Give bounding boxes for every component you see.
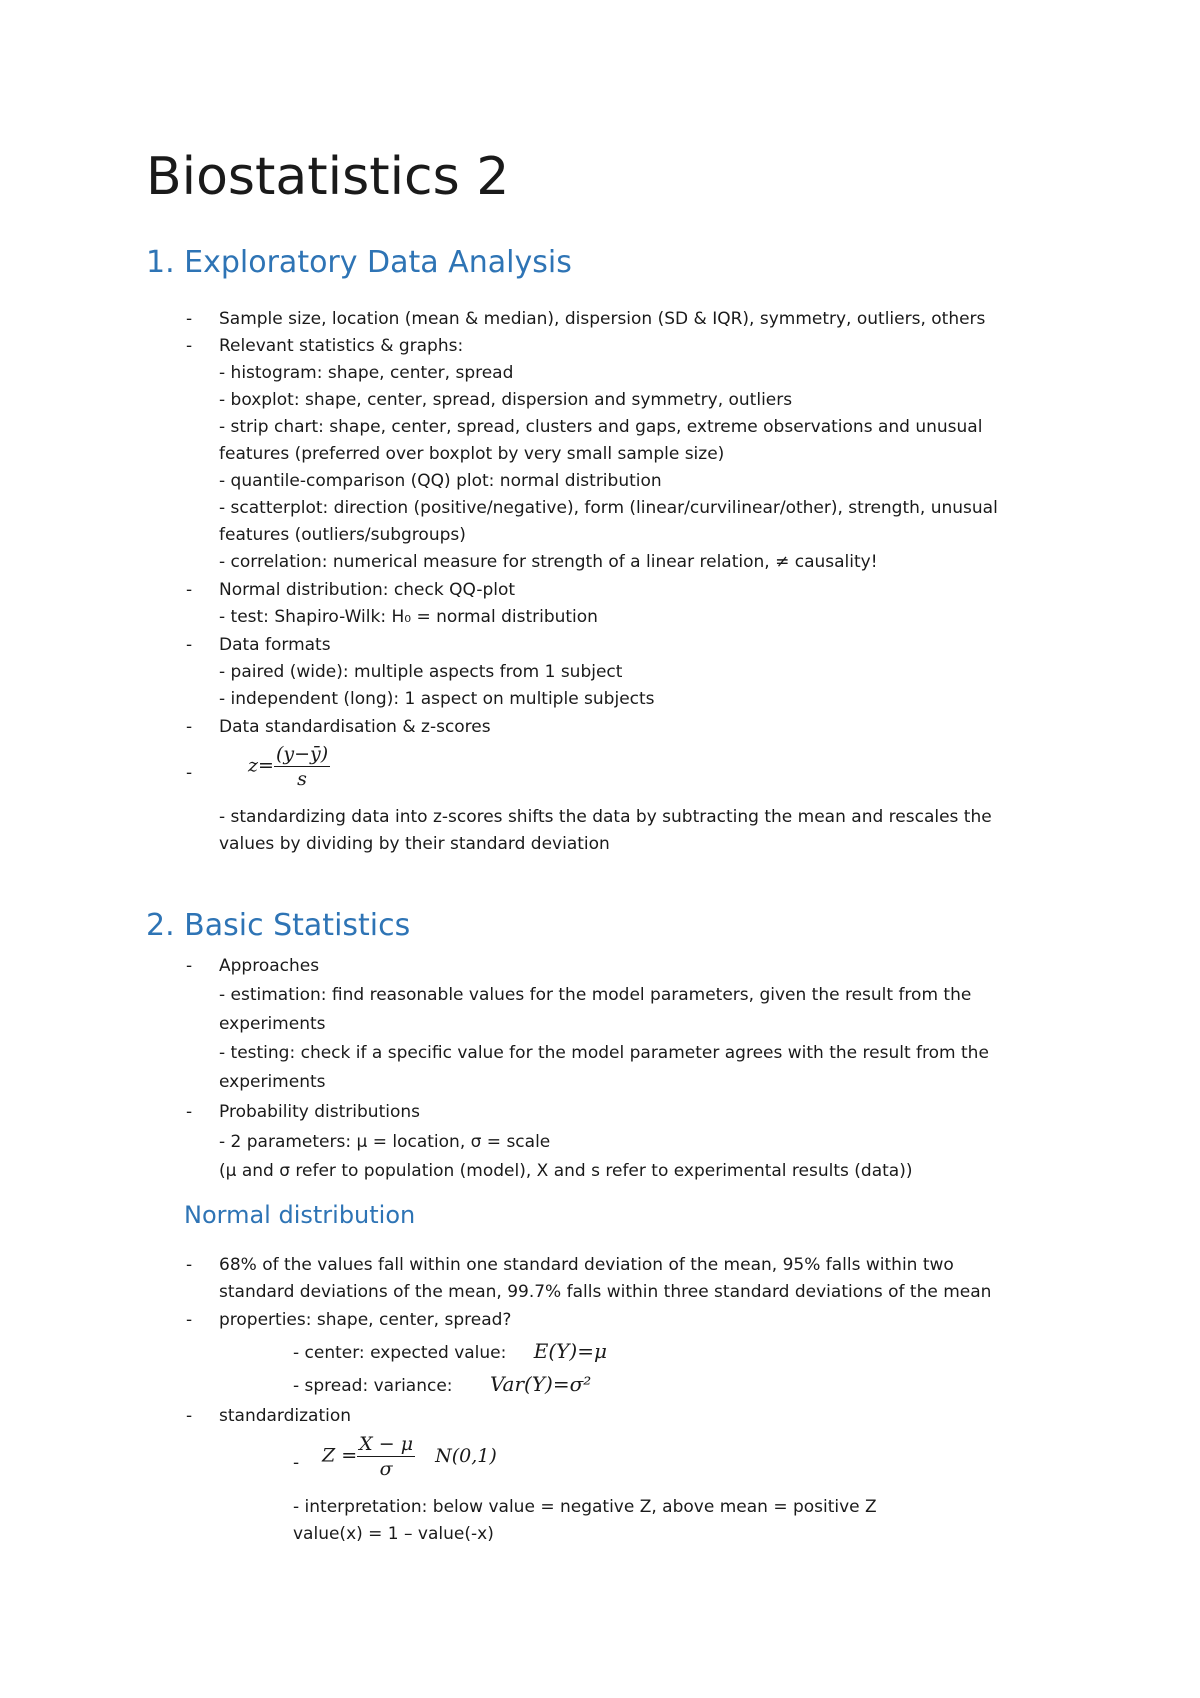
bullet-dash: - [186,1310,193,1330]
formula-denominator: s [297,768,307,790]
list-item: features (outliers/subgroups) [219,525,466,545]
list-item: experiments [219,1072,326,1092]
zscore-formula [248,742,330,791]
list-item: - testing: check if a specific value for the model parameter agrees with the result from the [219,1043,989,1063]
list-item: - 2 parameters: μ = location, σ = scale [219,1132,551,1152]
variance-label: - spread: variance: [293,1376,453,1396]
bullet-dash: - [186,309,193,329]
formula-lhs: Z = [322,1444,358,1467]
list-item: - paired (wide): multiple aspects from 1 subject [219,662,623,682]
formula-fraction [274,742,330,791]
expected-value-formula: E(Y)=μ [533,1339,607,1363]
list-item: Relevant statistics & graphs: [219,336,464,356]
list-item: - independent (long): 1 aspect on multiple subjects [219,689,655,709]
list-item: Normal distribution: check QQ-plot [219,580,516,600]
bullet-dash: - [293,1453,300,1473]
list-item: - strip chart: shape, center, spread, clusters and gaps, extreme observations and unusual [219,417,983,437]
formula-fraction [357,1432,415,1481]
bullet-dash: - [186,1406,193,1426]
bullet-dash: - [186,956,193,976]
list-item: value(x) = 1 – value(-x) [293,1524,494,1544]
bullet-dash: - [186,1255,193,1275]
list-item: values by dividing by their standard deviation [219,834,610,854]
bullet-dash: - [186,763,193,783]
section-heading-basic-statistics: 2. Basic Statistics [146,908,411,943]
document-title: Biostatistics 2 [146,147,510,207]
list-item: - histogram: shape, center, spread [219,363,514,383]
list-item: - estimation: find reasonable values for the model parameters, given the result from the [219,985,972,1005]
list-item: - standardizing data into z-scores shifts the data by subtracting the mean and rescales the [219,807,992,827]
list-item: - correlation: numerical measure for strength of a linear relation, ≠ causality! [219,552,878,572]
list-item: standard deviations of the mean, 99.7% falls within three standard deviations of the mean [219,1282,992,1302]
variance-formula: Var(Y)=σ² [489,1372,592,1396]
formula-denominator: σ [379,1458,393,1480]
list-item: - interpretation: below value = negative Z, above mean = positive Z [293,1497,877,1517]
list-item: - test: Shapiro-Wilk: H₀ = normal distribution [219,607,598,627]
list-item: (μ and σ refer to population (model), X and s refer to experimental results (data)) [219,1161,913,1181]
list-item [293,1338,607,1367]
list-item: - boxplot: shape, center, spread, dispersion and symmetry, outliers [219,390,793,410]
bullet-dash: - [186,336,193,356]
z-standardization-formula [322,1432,497,1481]
list-item: properties: shape, center, spread? [219,1310,512,1330]
bullet-dash: - [186,1102,193,1122]
list-item: Approaches [219,956,320,976]
list-item: Sample size, location (mean & median), dispersion (SD & IQR), symmetry, outliers, others [219,309,986,329]
formula-numerator: (y−ȳ) [275,743,329,765]
bullet-dash: - [186,717,193,737]
formula-lhs: z= [248,754,274,777]
list-item: features (preferred over boxplot by very small sample size) [219,444,725,464]
bullet-dash: - [186,635,193,655]
list-item: experiments [219,1014,326,1034]
list-item: 68% of the values fall within one standard deviation of the mean, 95% falls within two [219,1255,954,1275]
list-item: - quantile-comparison (QQ) plot: normal distribution [219,471,662,491]
list-item: Data formats [219,635,331,655]
list-item: - scatterplot: direction (positive/negative), form (linear/curvilinear/other), strength, unusual [219,498,998,518]
list-item: standardization [219,1406,352,1426]
bullet-dash: - [186,580,193,600]
list-item: Data standardisation & z-scores [219,717,491,737]
list-item: Probability distributions [219,1102,421,1122]
normal-distribution-notation: N(0,1) [435,1444,497,1467]
section-heading-eda: 1. Exploratory Data Analysis [146,245,572,280]
subsection-heading-normal-distribution: Normal distribution [184,1201,416,1229]
expected-value-label: - center: expected value: [293,1343,507,1363]
list-item [293,1371,591,1400]
formula-numerator: X − μ [359,1433,414,1455]
